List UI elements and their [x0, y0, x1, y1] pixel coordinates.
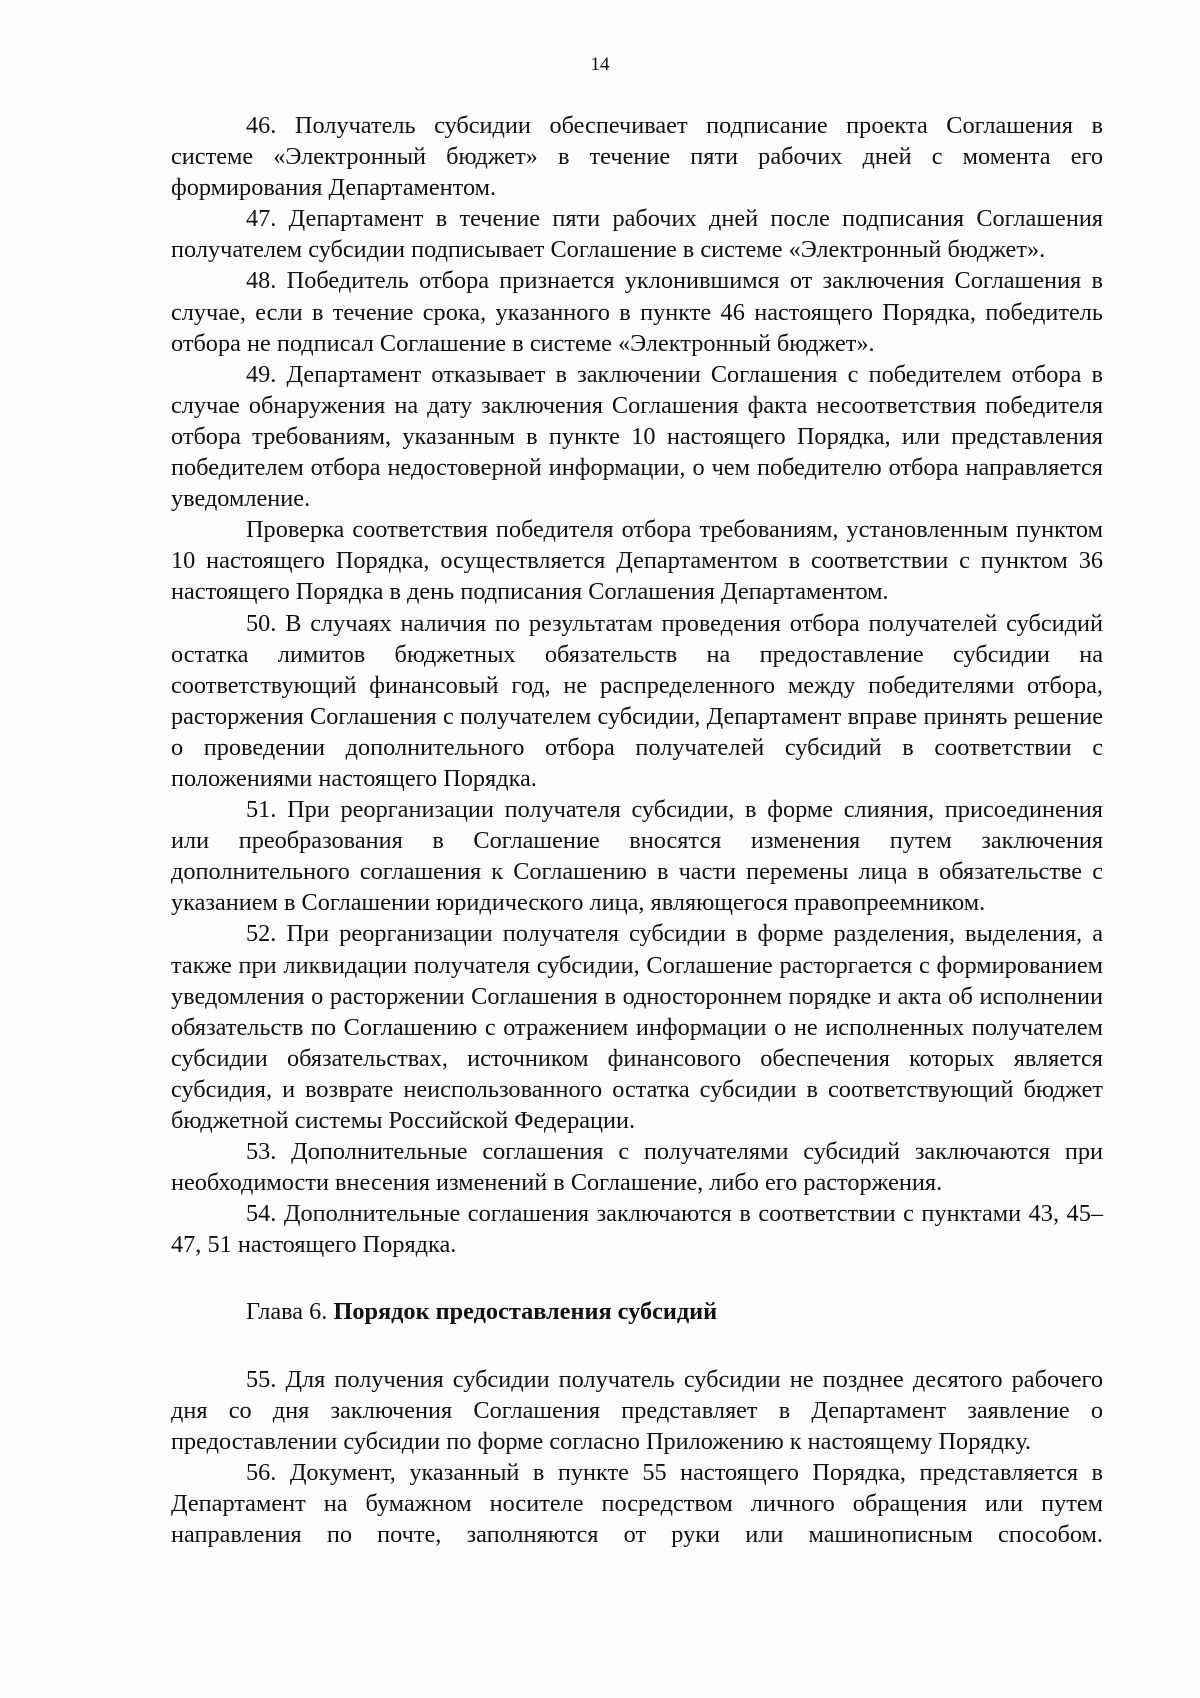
page-number: 14 [590, 54, 610, 75]
paragraph-55: 55. Для получения субсидии получатель субсидии не позднее десятого рабочего дня со дня заключения Соглашения представляет в Департамент заявление о предоставлении субсидии по форме согласно Приложению к настоящему Порядку. [171, 1365, 1103, 1455]
document-body [171, 110, 1103, 1550]
paragraph-48: 48. Победитель отбора признается уклонившимся от заключения Соглашения в случае, если в течение срока, указанного в пункте 46 настоящего Порядка, победитель отбора не подписал Соглашение в системе «Электронный бюджет». [171, 267, 1103, 357]
paragraph-49-continuation: Проверка соответствия победителя отбора требованиям, установленным пунктом 10 настоящего Порядка, осуществляется Департаментом в соответствии с пунктом 36 настоящего Порядка в день подписания Соглашения Департаментом. [171, 516, 1103, 606]
paragraph-52: 52. При реорганизации получателя субсидии в форме разделения, выделения, а также при ликвидации получателя субсидии, Соглашение расторгается с формированием уведомления о расторжении Соглашения в одностороннем порядке и акта об исполнении обязательств по Соглашению с отражением информации о не исполненных получателем субсидии обязательствах, источником финансового обеспечения которых является субсидия, и возврате неиспользованного остатка субсидии в соответствующий бюджет бюджетной системы Российской Федерации. [171, 920, 1103, 1134]
chapter-title: Порядок предоставления субсидий [333, 1298, 718, 1326]
paragraph-54: 54. Дополнительные соглашения заключаются в соответствии с пунктами 43, 45–47, 51 настоящего Порядка. [171, 1200, 1103, 1259]
paragraph-53: 53. Дополнительные соглашения с получателями субсидий заключаются при необходимости внесения изменений в Соглашение, либо его расторжения. [171, 1138, 1103, 1197]
paragraph-49: 49. Департамент отказывает в заключении Соглашения с победителем отбора в случае обнаружения на дату заключения Соглашения факта несоответствия победителя отбора требованиям, указанным в пункте 10 настоящего Порядка, или представления победителем отбора недостоверной информации, о чем победителю отбора направляется уведомление. [171, 360, 1103, 513]
paragraph-56: 56. Документ, указанный в пункте 55 настоящего Порядка, представляется в Департамент на бумажном носителе посредством личного обращения или путем направления по почте, заполняются от руки или машинописным способом. [171, 1458, 1103, 1549]
paragraph-47: 47. Департамент в течение пяти рабочих дней после подписания Соглашения получателем субсидии подписывает Соглашение в системе «Электронный бюджет». [171, 205, 1103, 264]
chapter-heading [171, 1296, 1103, 1327]
paragraph-46: 46. Получатель субсидии обеспечивает подписание проекта Соглашения в системе «Электронный бюджет» в течение пяти рабочих дней с момента его формирования Департаментом. [171, 112, 1103, 202]
paragraph-50: 50. В случаях наличия по результатам проведения отбора получателей субсидий остатка лимитов бюджетных обязательств на предоставление субсидии на соответствующий финансовый год, не распределенного между победителями отбора, расторжения Соглашения с получателем субсидии, Департамент вправе принять решение о проведении дополнительного отбора получателей субсидий в соответствии с положениями настоящего Порядка. [171, 609, 1103, 792]
chapter-prefix: Глава 6. [246, 1298, 334, 1326]
paragraph-51: 51. При реорганизации получателя субсидии, в форме слияния, присоединения или преобразования в Соглашение вносятся изменения путем заключения дополнительного соглашения к Соглашению в части перемены лица в обязательстве с указанием в Соглашении юридического лица, являющегося правопреемником. [171, 796, 1103, 917]
